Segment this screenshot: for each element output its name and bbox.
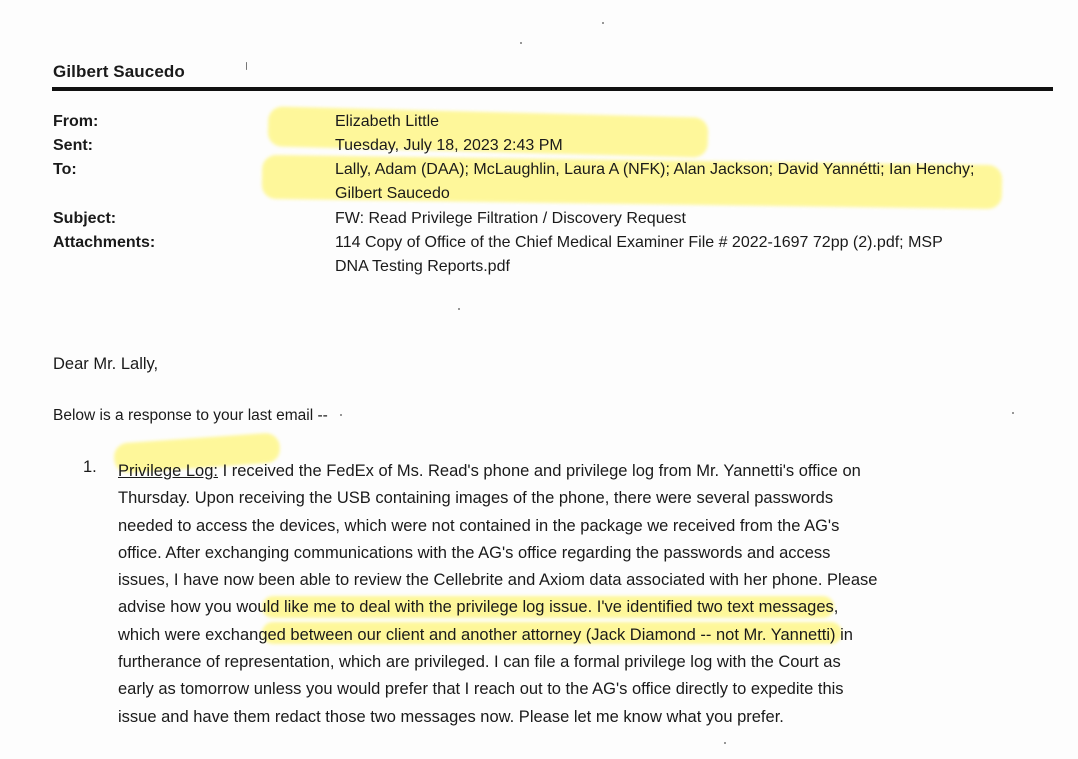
list-item-line: furtherance of representation, which are privileged. I can file a formal privilege log with the Court as: [118, 653, 841, 672]
list-item-line: early as tomorrow unless you would prefer that I reach out to the AG's office directly to expedite this: [118, 680, 844, 699]
intro-sentence: Below is a response to your last email --: [53, 407, 328, 424]
scan-speck: [520, 42, 522, 44]
attachments-value-line2: DNA Testing Reports.pdf: [335, 258, 510, 275]
attachments-value-line1: 114 Copy of Office of the Chief Medical Examiner File # 2022-1697 72pp (2).pdf; MSP: [335, 234, 943, 251]
list-item-body: [118, 458, 1038, 731]
to-value-line1: Lally, Adam (DAA); McLaughlin, Laura A (NFK); Alan Jackson; David Yannétti; Ian Henchy;: [335, 161, 975, 178]
from-label: From:: [53, 113, 99, 130]
header-rule: [52, 87, 1053, 91]
list-item-line: [118, 458, 1038, 485]
subject-label: Subject:: [53, 210, 117, 227]
scan-speck: [1012, 412, 1014, 414]
privilege-log-heading: Privilege Log:: [118, 462, 218, 480]
list-item-line: issues, I have now been able to review the Cellebrite and Axiom data associated with her phone. Please: [118, 571, 878, 590]
from-value: Elizabeth Little: [335, 113, 440, 130]
scan-speck: [724, 742, 726, 744]
list-item-line: issue and have them redact those two messages now. Please let me know what you prefer.: [118, 707, 784, 726]
list-item-line: advise how you would like me to deal with the privilege log issue. I've identified two text messages,: [118, 598, 839, 617]
subject-value: FW: Read Privilege Filtration / Discovery Request: [335, 210, 686, 227]
sent-label: Sent:: [53, 137, 93, 154]
scan-speck: [246, 62, 247, 70]
to-label: To:: [53, 161, 77, 178]
list-item-line: Thursday. Upon receiving the USB containing images of the phone, there were several passwords: [118, 489, 834, 508]
attachments-label: Attachments:: [53, 234, 156, 251]
scan-speck: [458, 308, 460, 310]
to-value-line2: Gilbert Saucedo: [335, 185, 450, 202]
mailbox-owner-name: Gilbert Saucedo: [53, 62, 185, 81]
list-item-line: needed to access the devices, which were not contained in the package we received from the AG's: [118, 516, 840, 535]
scan-speck: [602, 22, 604, 24]
scan-speck: [340, 414, 342, 416]
sent-value: Tuesday, July 18, 2023 2:43 PM: [335, 137, 563, 154]
list-item-line: which were exchanged between our client and another attorney (Jack Diamond -- not Mr. Yannetti) in: [118, 625, 853, 644]
list-item-number: 1.: [83, 458, 97, 476]
greeting: Dear Mr. Lally,: [53, 355, 159, 373]
list-item-line: office. After exchanging communications with the AG's office regarding the passwords and access: [118, 543, 831, 562]
list-item-text: I received the FedEx of Ms. Read's phone and privilege log from Mr. Yannetti's office on: [217, 462, 861, 480]
